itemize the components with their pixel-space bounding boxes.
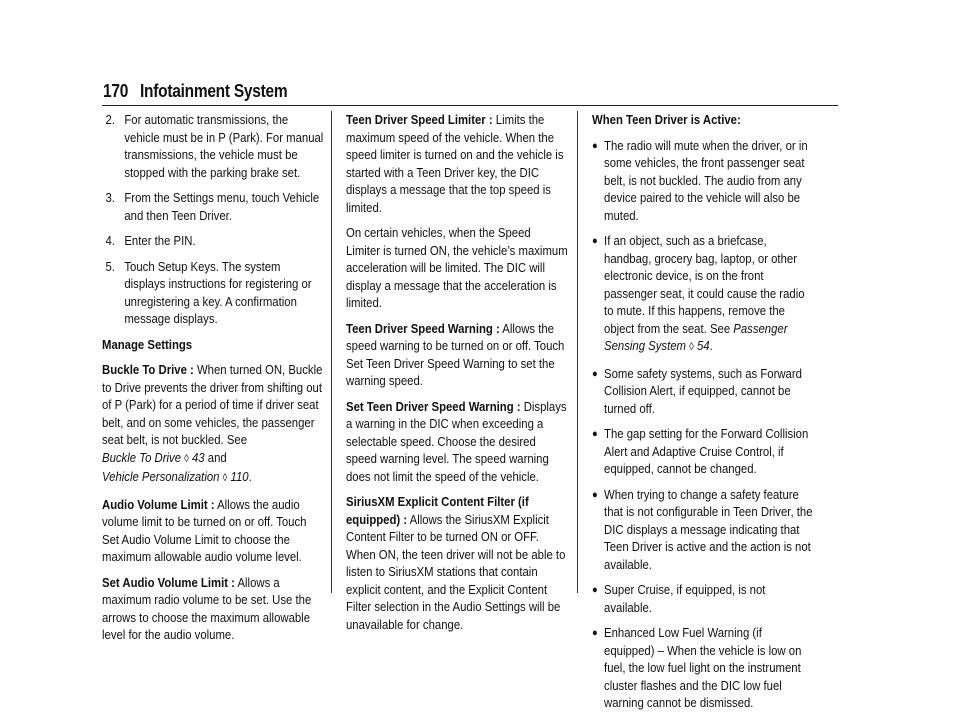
speed-warning-paragraph — [346, 320, 568, 390]
step-number: 2. — [105, 112, 115, 127]
step-item — [102, 111, 324, 181]
page-ref-number: 43 — [192, 449, 205, 465]
set-audio-volume-limit-label: Set Audio Volume Limit : — [102, 574, 235, 590]
list-item — [592, 365, 814, 418]
audio-volume-limit-paragraph — [102, 496, 324, 566]
set-speed-warning-paragraph — [346, 398, 568, 486]
step-number: 5. — [105, 258, 115, 274]
bullet-icon: ● — [592, 428, 598, 440]
bullet-icon: ● — [592, 235, 598, 247]
teen-driver-active-heading: When Teen Driver is Active: — [592, 112, 741, 127]
audio-volume-limit-label: Audio Volume Limit : — [102, 496, 215, 512]
buckle-to-drive-label: Buckle To Drive : — [102, 362, 194, 377]
speed-limiter-text: Limits the maximum speed of the vehicle. When the speed limiter is turned on and the vehicle is started with a Teen Driver key, the DIC displays a message that the top speed is limited. — [346, 112, 564, 215]
speed-limiter-paragraph — [346, 111, 568, 216]
acceleration-limit-paragraph: On certain vehicles, when the Speed Limiter is turned ON, the vehicle’s maximum acceleration will be limited. The DIC will display a message that the acceleration is limited. — [346, 225, 568, 310]
set-speed-warning-text: Displays a warning in the DIC when exceeding a selectable speed. Choose the desired speed warning level. The speed warning does not limit the speed of the vehicle. — [346, 398, 567, 484]
step-text: Touch Setup Keys. The system displays instructions for registering or unregistering a key. A confirmation message displays. — [124, 258, 312, 326]
list-item-text: The radio will mute when the driver, or in some vehicles, the front passenger seat belt, is not buckled. The audio from any device paired to the vehicle will also be muted. — [604, 137, 808, 223]
page-ref-icon: ◊ — [184, 452, 189, 465]
list-item-text: If an object, such as a briefcase, handbag, grocery bag, laptop, or other electronic device, is on the front passenger seat, it could cause the radio to mute. If this happens, remove the object from the seat. See — [604, 233, 805, 336]
step-item — [102, 189, 324, 224]
list-item — [592, 581, 814, 616]
vehicle-personalization-link[interactable]: Vehicle Personalization — [102, 469, 220, 484]
buckle-to-drive-paragraph: Buckle To Drive : When turned ON, Buckle to Drive prevents the driver from shifting out of P (Park) for a period of time if driver seat belt, and on some vehicles, the passenger seat belt, is not buckled. See Buckle To Drive ◊ 43 and Vehicle Personalization ◊ 110. — [102, 362, 323, 484]
column-right — [592, 111, 850, 720]
set-audio-volume-limit-paragraph — [102, 574, 324, 644]
bullet-icon: ● — [592, 627, 598, 639]
list-item-text: Enhanced Low Fuel Warning (if equipped) – When the vehicle is low on fuel, the low fuel light on the instrument cluster flashes and the DIC low fuel warning cannot be dismissed. — [604, 625, 802, 710]
list-item — [592, 137, 814, 225]
speed-warning-label: Teen Driver Speed Warning : — [346, 320, 500, 336]
page-ref-number: 54 — [696, 338, 710, 353]
step-text: Enter the PIN. — [124, 233, 196, 248]
and-text: and — [207, 449, 227, 465]
step-item — [102, 258, 324, 328]
page-header — [102, 81, 838, 106]
list-item — [592, 624, 814, 712]
siriusxm-filter-label: SiriusXM Explicit Content Filter (if equipped) : — [346, 494, 529, 527]
bullet-icon: ● — [592, 139, 598, 152]
step-number: 3. — [105, 190, 115, 205]
bullet-icon: ● — [592, 584, 598, 596]
siriusxm-filter-text: Allows the SiriusXM Explicit Content Filter to be turned ON or OFF. When ON, the teen driver will not be able to listen to SiriusXM stations that contain explicit content, and the Explicit Content Filter selection in the Audio Settings will be unavailable for change. — [346, 511, 566, 632]
list-item-text: When trying to change a safety feature that is not configurable in Teen Driver, the DIC displays a message indicating that Teen Driver is active and the action is not available. — [604, 486, 813, 572]
column-left — [102, 111, 360, 652]
speed-warning-text: Allows the speed warning to be turned on or off. Touch Set Teen Driver Speed Warning to set the warning speed. — [346, 320, 565, 388]
list-item-text: The gap setting for the Forward Collision Alert and Adaptive Cruise Control, if equipped, cannot be changed. — [604, 426, 809, 476]
section-title: Infotainment System — [140, 81, 288, 101]
page-ref-icon: ◊ — [222, 472, 228, 484]
page-number: 170 — [103, 81, 129, 101]
page-ref-icon: ◊ — [689, 341, 694, 353]
page-ref-number: 110 — [230, 469, 249, 484]
list-item-text: Super Cruise, if equipped, is not available. — [604, 582, 766, 615]
manage-settings-heading: Manage Settings — [102, 336, 193, 352]
step-text: For automatic transmissions, the vehicle must be in P (Park). For manual transmissions, the vehicle must be stopped with the parking brake set. — [124, 112, 324, 180]
siriusxm-filter-paragraph — [346, 493, 568, 633]
column-middle — [346, 111, 604, 641]
bullet-icon: ● — [592, 367, 598, 380]
step-text: From the Settings menu, touch Vehicle and then Teen Driver. — [124, 190, 320, 223]
set-audio-volume-limit-text: Allows a maximum radio volume to be set. Use the arrows to choose the maximum allowable level for the audio volume. — [102, 574, 312, 642]
buckle-to-drive-link[interactable]: Buckle To Drive — [102, 449, 182, 465]
speed-limiter-label: Teen Driver Speed Limiter : — [346, 112, 493, 127]
list-item — [592, 425, 814, 478]
set-speed-warning-label: Set Teen Driver Speed Warning : — [346, 398, 521, 414]
step-item — [102, 232, 324, 250]
list-item: ● If an object, such as a briefcase, handbag, grocery bag, laptop, or other electronic device, is on the front passenger seat, it could cause the radio to mute. If this happens, remove the object from the seat. See Passenger Sensing System ◊ 54. — [592, 232, 814, 357]
buckle-to-drive-text: When turned ON, Buckle to Drive prevents the driver from shifting out of P (Park) for a period of time if driver seat belt, and on some vehicles, the passenger seat belt, is not buckled. See — [102, 362, 323, 447]
step-number: 4. — [105, 233, 115, 248]
audio-volume-limit-text: Allows the audio volume limit to be turned on or off. Touch Set Audio Volume Limit to choose the maximum allowable audio volume level. — [102, 496, 307, 564]
passenger-sensing-system-link[interactable]: Passenger Sensing System — [604, 320, 788, 353]
list-item-text: Some safety systems, such as Forward Collision Alert, if equipped, cannot be turned off. — [604, 365, 802, 416]
bullet-icon: ● — [592, 488, 598, 501]
list-item — [592, 486, 814, 574]
